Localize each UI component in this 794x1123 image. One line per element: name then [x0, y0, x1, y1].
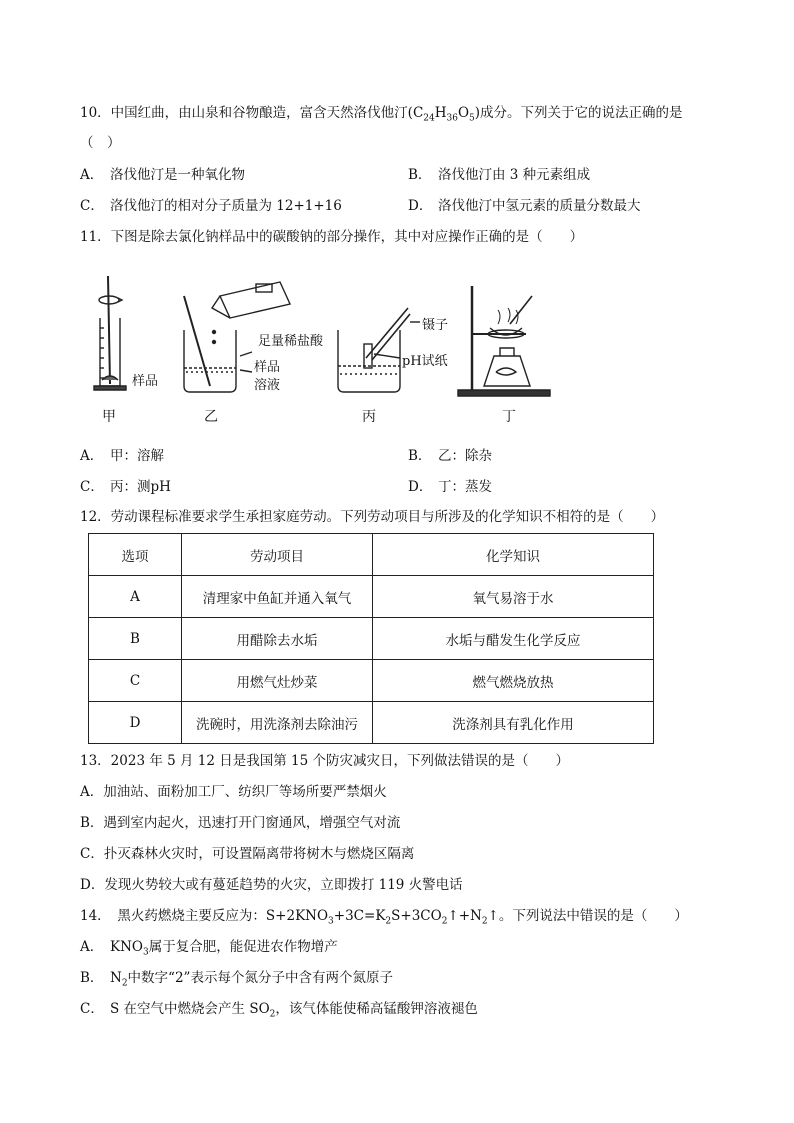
figure-label-yi: 乙: [204, 409, 218, 425]
label-ph-paper: pH试纸: [402, 354, 448, 369]
q13-stem: 13．2023 年 5 月 12 日是我国第 15 个防灾减灾日，下列做法错误的是（ ）: [80, 753, 570, 769]
label-acid: 足量稀盐酸: [258, 334, 324, 349]
cell-chem-knowledge: 燃气燃烧放热: [373, 660, 654, 702]
q13-option-c[interactable]: C．扑灭森林火灾时，可设置隔离带将树木与燃烧区隔离: [80, 846, 415, 862]
q10-option-b[interactable]: B． 洛伐他汀由 3 种元素组成: [408, 167, 591, 183]
cell-option: C: [89, 660, 182, 702]
q14-stem: 14． 黑火药燃烧主要反应为：$S+2KNO_3+3C=K_2S+3CO_2↑+N_2↑$。下列说法中错误的是（ ）: [80, 908, 688, 927]
cell-chem-knowledge: 洗涤剂具有乳化作用: [373, 702, 654, 744]
figure-label-jia: 甲: [102, 409, 116, 425]
cell-labor-item: 用醋除去水垢: [182, 618, 373, 660]
q12-stem: 12．劳动课程标准要求学生承担家庭劳动。下列劳动项目与所涉及的化学知识不相符的是（ ）: [80, 509, 665, 525]
q14-option-c[interactable]: C． S 在空气中燃烧会产生 $SO_2$，该气体能使稀高锰酸钾溶液褪色: [80, 1001, 478, 1020]
cell-option: A: [89, 576, 182, 618]
cell-chem-knowledge: 水垢与醋发生化学反应: [373, 618, 654, 660]
q10-stem: 10．中国红曲，由山泉和谷物酿造，富含天然洛伐他汀$(C_{24}H_{36}O_5)$成分。下列关于它的说法正确的是: [80, 105, 683, 124]
table-header-row: [89, 534, 654, 576]
table-row: [89, 576, 654, 618]
figure-label-bing: 丙: [362, 409, 376, 425]
q10-option-a[interactable]: A． 洛伐他汀是一种氧化物: [80, 167, 245, 183]
lab-operations-diagram: [80, 268, 680, 428]
q10-option-d[interactable]: D． 洛伐他汀中氢元素的质量分数最大: [408, 198, 641, 214]
q12-table: [88, 533, 654, 744]
table-row: [89, 618, 654, 660]
q10-option-c[interactable]: C． 洛伐他汀的相对分子质量为 12+1+16: [80, 198, 342, 214]
table-row: [89, 702, 654, 744]
q14-option-a[interactable]: A． $KNO_3$属于复合肥，能促进农作物增产: [80, 939, 338, 958]
q10-answer-paren: （ ）: [80, 135, 121, 151]
q14-option-b[interactable]: B． $N_2$中数字“2”表示每个氮分子中含有两个氮原子: [80, 970, 393, 989]
q13-option-b[interactable]: B．遇到室内起火，迅速打开门窗通风，增强空气对流: [80, 815, 401, 831]
header-chem-knowledge: 化学知识: [373, 534, 654, 576]
q13-option-d[interactable]: D．发现火势较大或有蔓延趋势的火灾，立即拨打 119 火警电话: [80, 877, 463, 893]
cell-labor-item: 清理家中鱼缸并通入氧气: [182, 576, 373, 618]
q11-stem: 11．下图是除去氯化钠样品中的碳酸钠的部分操作，其中对应操作正确的是（ ）: [80, 229, 584, 245]
table-row: [89, 660, 654, 702]
cell-option: D: [89, 702, 182, 744]
q13-option-a[interactable]: A．加油站、面粉加工厂、纺织厂等场所要严禁烟火: [80, 784, 387, 800]
q11-option-a[interactable]: A． 甲：溶解: [80, 448, 164, 464]
cell-chem-knowledge: 氧气易溶于水: [373, 576, 654, 618]
label-solution-line2: 溶液: [254, 378, 281, 393]
label-sample: 样品: [132, 374, 159, 389]
header-labor-item: 劳动项目: [182, 534, 373, 576]
figure-label-ding: 丁: [502, 409, 516, 425]
q11-option-b[interactable]: B． 乙：除杂: [408, 448, 492, 464]
cell-labor-item: 用燃气灶炒菜: [182, 660, 373, 702]
label-tweezers: 镊子: [422, 318, 449, 333]
q11-option-c[interactable]: C． 丙：测pH: [80, 479, 171, 495]
cell-labor-item: 洗碗时，用洗涤剂去除油污: [182, 702, 373, 744]
label-solution-line1: 样品: [254, 360, 281, 375]
cell-option: B: [89, 618, 182, 660]
q11-figure: [80, 268, 680, 428]
q11-option-d[interactable]: D． 丁：蒸发: [408, 479, 492, 495]
header-option: 选项: [89, 534, 182, 576]
